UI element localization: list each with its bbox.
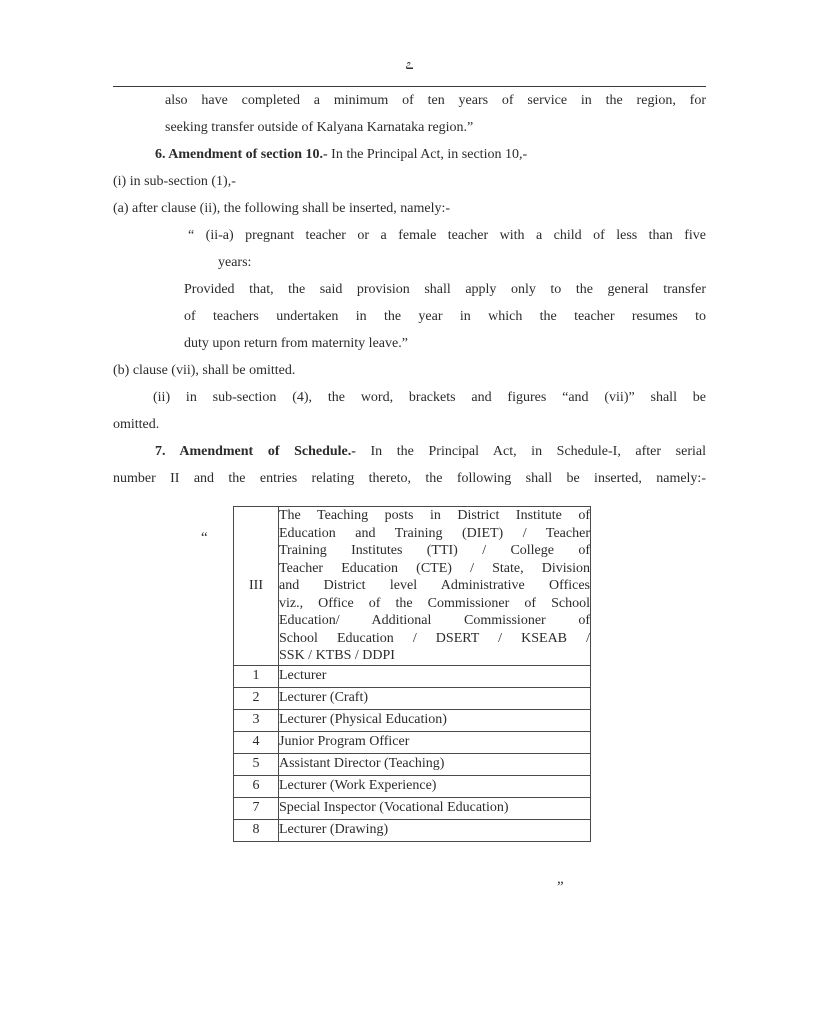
text-line: also have completed a minimum of ten years of service in the region, for [165, 93, 706, 108]
post-name-cell: Junior Program Officer [279, 731, 591, 753]
post-name-cell: Lecturer (Drawing) [279, 819, 591, 841]
document-body [113, 86, 706, 895]
schedule-table [233, 506, 591, 842]
table-row-serial-iii [234, 507, 591, 666]
table-row [234, 775, 591, 797]
text-line: of teachers undertaken in the year in which the teacher resumes to [184, 309, 706, 324]
clause-i-b: (b) clause (vii), shall be omitted. [113, 363, 296, 378]
serial-number-cell: 2 [234, 687, 279, 709]
serial-number-cell: 4 [234, 731, 279, 753]
schedule-close-quote: ” [557, 879, 564, 895]
text-line: viz., Office of the Commissioner of School [279, 595, 590, 611]
schedule-open-quote: “ [201, 530, 208, 546]
section-7-heading-rest: In the Principal Act, in Schedule-I, after serial [355, 444, 706, 459]
table-row [234, 687, 591, 709]
text-line: omitted. [113, 417, 160, 432]
serial-number-cell: 6 [234, 775, 279, 797]
text-line: Provided that, the said provision shall apply only to the general transfer [184, 282, 706, 297]
section-7-heading [113, 438, 706, 492]
page-number: ೭ [405, 57, 414, 73]
text-line [113, 438, 706, 465]
description-cell [279, 507, 591, 666]
section-6-heading [113, 141, 706, 168]
text-line: Education and Training (DIET) / Teacher [279, 525, 590, 541]
text-line: and District level Administrative Offices [279, 578, 590, 593]
text-line: number II and the entries relating thereto, the following shall be inserted, namely:- [113, 471, 706, 486]
text-line: seeking transfer outside of Kalyana Karnataka region.” [165, 120, 474, 135]
text-line: SSK / KTBS / DDPI [279, 648, 395, 663]
text-line: Teacher Education (CTE) / State, Division [279, 560, 590, 576]
table-row [234, 797, 591, 819]
text-line: School Education / DSERT / KSEAB / [279, 630, 590, 646]
table-row [234, 731, 591, 753]
section-6-title: 6. Amendment of section 10.- [155, 147, 328, 162]
serial-number-cell: III [234, 507, 279, 666]
proviso-paragraph [113, 276, 706, 357]
table-row [234, 819, 591, 841]
text-line: The Teaching posts in District Institute of [279, 508, 590, 523]
text-line: Education/ Additional Commissioner of [279, 613, 590, 628]
text-line: duty upon return from maternity leave.” [184, 336, 408, 351]
clause-i: (i) in sub-section (1),- [113, 174, 236, 189]
table-row [234, 709, 591, 731]
clause-ii-a-insertion [113, 222, 706, 276]
serial-number-cell: 5 [234, 753, 279, 775]
post-name-cell: Lecturer (Physical Education) [279, 709, 591, 731]
paragraph-continuation [113, 87, 706, 141]
post-name-cell: Assistant Director (Teaching) [279, 753, 591, 775]
text-line: years: [218, 255, 252, 270]
section-6-heading-rest: In the Principal Act, in section 10,- [327, 147, 528, 162]
clause-ii [113, 384, 706, 438]
serial-number-cell: 8 [234, 819, 279, 841]
post-name-cell: Lecturer (Craft) [279, 687, 591, 709]
table-row [234, 665, 591, 687]
post-name-cell: Lecturer [279, 665, 591, 687]
section-7-title: 7. Amendment of Schedule.- [155, 444, 356, 459]
serial-number-cell: 1 [234, 665, 279, 687]
serial-number-cell: 7 [234, 797, 279, 819]
text-line: “ (ii-a) pregnant teacher or a female teacher with a child of less than five [188, 228, 706, 243]
post-name-cell: Lecturer (Work Experience) [279, 775, 591, 797]
post-name-cell: Special Inspector (Vocational Education) [279, 797, 591, 819]
clause-i-a: (a) after clause (ii), the following shall be inserted, namely:- [113, 201, 451, 216]
table-row [234, 753, 591, 775]
text-line: Training Institutes (TTI) / College of [279, 543, 590, 558]
serial-number-cell: 3 [234, 709, 279, 731]
text-line: (ii) in sub-section (4), the word, brackets and figures “and (vii)” shall be [153, 390, 706, 405]
